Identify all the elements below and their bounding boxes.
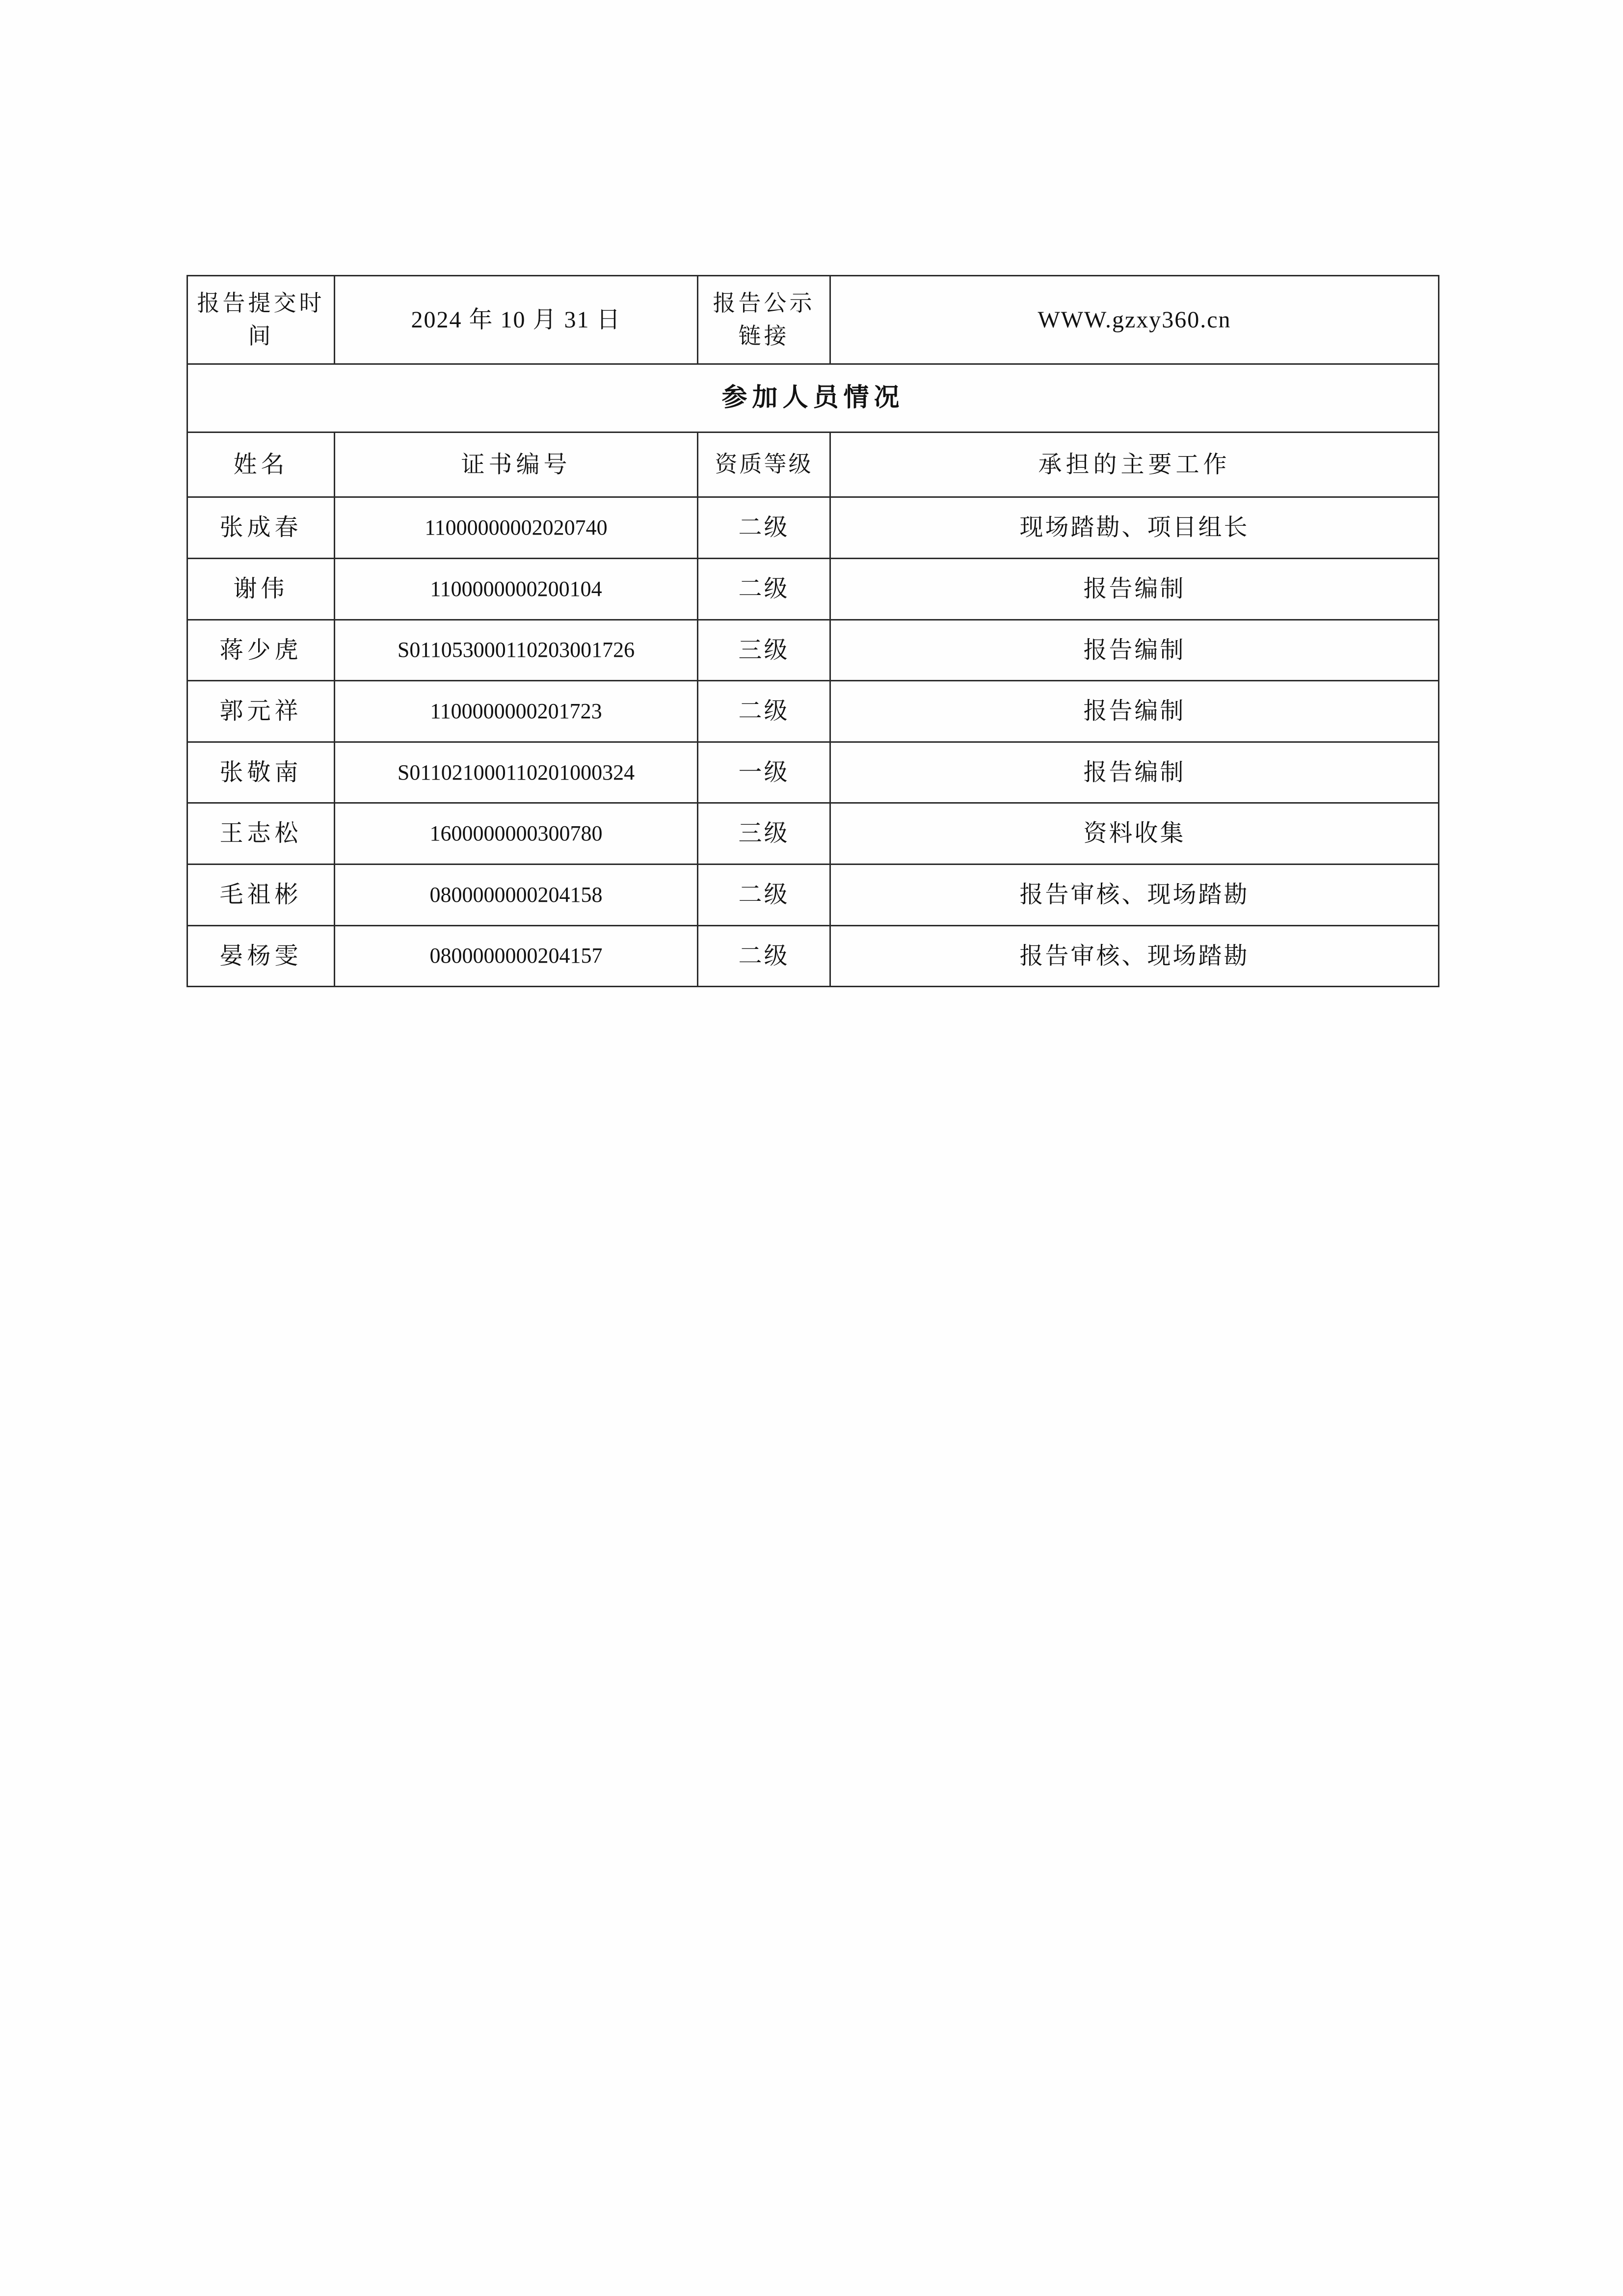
- submit-time-value: 2024 年 10 月 31 日: [335, 276, 698, 364]
- table-row-header-meta: [187, 276, 1439, 364]
- cell-cert: 1100000000201723: [335, 681, 698, 742]
- table-row: [187, 925, 1439, 987]
- table-row-section-title: [187, 364, 1439, 432]
- cell-cert: 0800000000204157: [335, 925, 698, 987]
- cell-name: 蒋少虎: [187, 620, 335, 681]
- cell-name: 晏杨雯: [187, 925, 335, 987]
- cell-cert: 0800000000204158: [335, 864, 698, 925]
- column-header-name: 姓名: [187, 432, 335, 497]
- cell-name: 谢伟: [187, 558, 335, 620]
- cell-level: 二级: [698, 558, 830, 620]
- cell-cert: S011053000110203001726: [335, 620, 698, 681]
- table-row: [187, 558, 1439, 620]
- cell-name: 王志松: [187, 803, 335, 864]
- cell-name: 张敬南: [187, 742, 335, 803]
- cell-work: 报告编制: [830, 558, 1439, 620]
- cell-level: 三级: [698, 803, 830, 864]
- table-row: [187, 681, 1439, 742]
- cell-level: 二级: [698, 681, 830, 742]
- cell-work: 报告编制: [830, 620, 1439, 681]
- cell-name: 毛祖彬: [187, 864, 335, 925]
- table-row: [187, 864, 1439, 925]
- cell-level: 一级: [698, 742, 830, 803]
- cell-name: 张成春: [187, 497, 335, 559]
- cell-work: 报告审核、现场踏勘: [830, 925, 1439, 987]
- cell-work: 现场踏勘、项目组长: [830, 497, 1439, 559]
- report-link-label: 报告公示链接: [698, 276, 830, 364]
- cell-work: 报告审核、现场踏勘: [830, 864, 1439, 925]
- personnel-table: [186, 275, 1439, 987]
- cell-cert: 1600000000300780: [335, 803, 698, 864]
- cell-level: 三级: [698, 620, 830, 681]
- cell-work: 报告编制: [830, 681, 1439, 742]
- cell-cert: S011021000110201000324: [335, 742, 698, 803]
- table-row: [187, 497, 1439, 559]
- cell-cert: 11000000002020740: [335, 497, 698, 559]
- cell-name: 郭元祥: [187, 681, 335, 742]
- column-header-level: 资质等级: [698, 432, 830, 497]
- cell-cert: 1100000000200104: [335, 558, 698, 620]
- report-link-value[interactable]: WWW.gzxy360.cn: [830, 276, 1439, 364]
- table-row-column-headers: [187, 432, 1439, 497]
- cell-level: 二级: [698, 497, 830, 559]
- section-title: 参加人员情况: [187, 364, 1439, 432]
- submit-time-label: 报告提交时间: [187, 276, 335, 364]
- table-row: [187, 620, 1439, 681]
- cell-level: 二级: [698, 864, 830, 925]
- cell-level: 二级: [698, 925, 830, 987]
- table-row: [187, 742, 1439, 803]
- cell-work: 报告编制: [830, 742, 1439, 803]
- column-header-cert: 证书编号: [335, 432, 698, 497]
- table-row: [187, 803, 1439, 864]
- column-header-work: 承担的主要工作: [830, 432, 1439, 497]
- cell-work: 资料收集: [830, 803, 1439, 864]
